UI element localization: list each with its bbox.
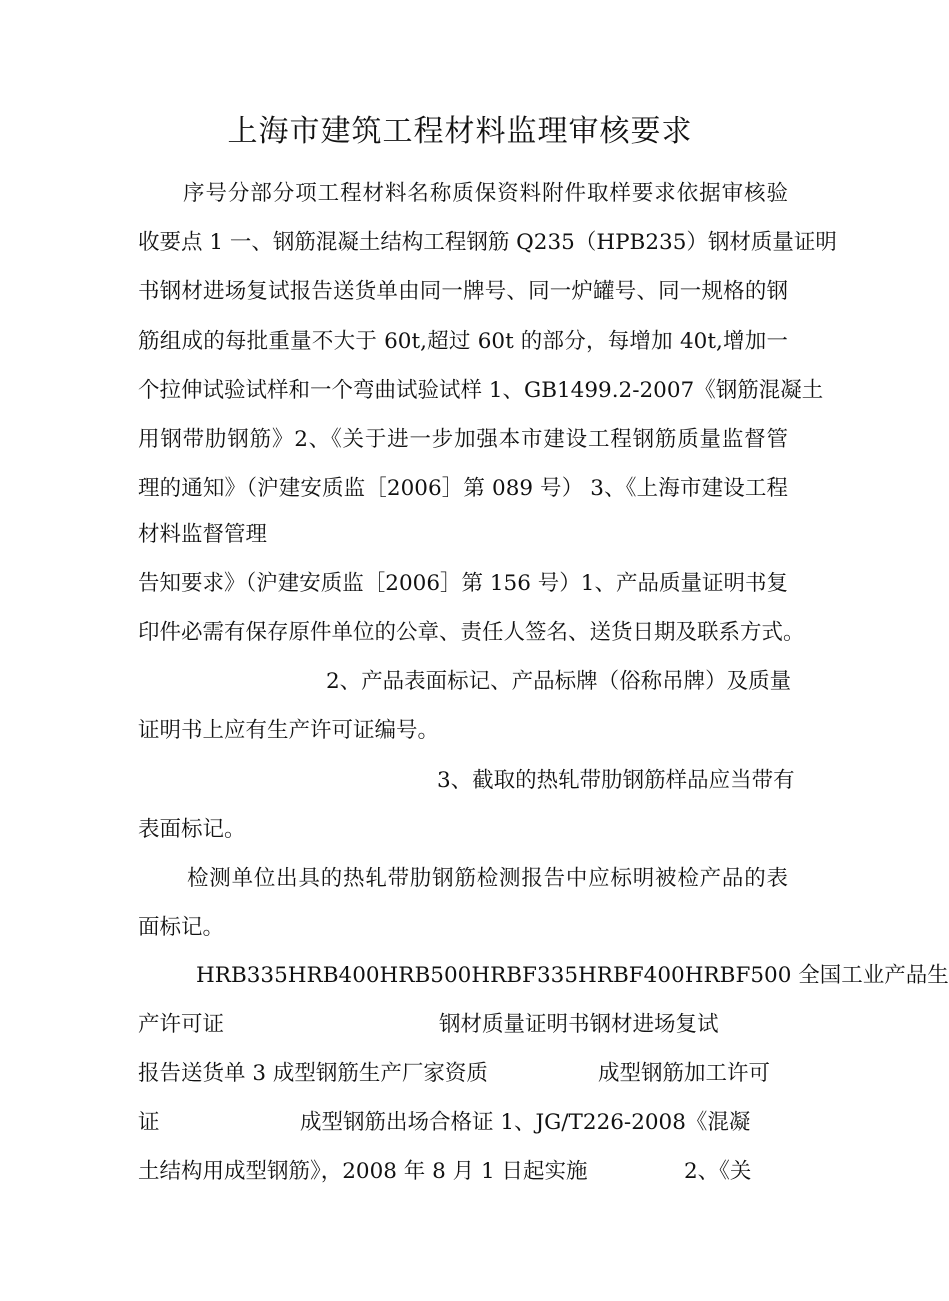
text-line: 表面标记。	[138, 817, 246, 842]
text-line: 面标记。	[138, 915, 225, 940]
text-segment: 钢材质量证明书钢材进场复试	[439, 1012, 719, 1037]
text-segment: 产许可证	[138, 1012, 225, 1037]
document-title: 上海市建筑工程材料监理审核要求	[227, 114, 693, 149]
text-line: 证明书上应有生产许可证编号。	[138, 718, 440, 743]
text-line: 2、产品表面标记、产品标牌（俗称吊牌）及质量	[326, 669, 792, 694]
text-segment: 报告送货单 3 成型钢筋生产厂家资质	[138, 1061, 488, 1086]
text-segment: 证	[138, 1110, 160, 1135]
text-line: 3、截取的热轧带肋钢筋样品应当带有	[437, 768, 795, 793]
text-segment: 2、《关	[684, 1159, 752, 1184]
text-segment: 成型钢筋出场合格证 1、JG/T226-2008《混凝	[300, 1110, 751, 1135]
text-line: 序号分部分项工程材料名称质保资料附件取样要求依据审核验	[183, 181, 788, 206]
text-line: HRB335HRB400HRB500HRBF335HRBF400HRBF500 全国工业产品生	[196, 963, 949, 988]
text-line: 告知要求》（沪建安质监［2006］第 156 号）1、产品质量证明书复	[138, 571, 788, 596]
text-line: 个拉伸试验试样和一个弯曲试验试样 1、GB1499.2-2007《钢筋混凝土	[138, 378, 824, 403]
text-line: 材料监督管理	[138, 522, 268, 547]
text-line: 筋组成的每批重量不大于 60t,超过 60t 的部分，每增加 40t,增加一	[138, 329, 788, 354]
text-line: 书钢材进场复试报告送货单由同一牌号、同一炉罐号、同一规格的钢	[138, 279, 788, 304]
text-segment: 成型钢筋加工许可	[598, 1061, 771, 1086]
text-line: 印件必需有保存原件单位的公章、责任人签名、送货日期及联系方式。	[138, 620, 805, 645]
text-segment: 土结构用成型钢筋》，2008 年 8 月 1 日起实施	[138, 1159, 588, 1184]
text-line: 理的通知》（沪建安质监［2006］第 089 号） 3、《上海市建设工程	[138, 476, 788, 501]
text-line: 用钢带肋钢筋》2、《关于进一步加强本市建设工程钢筋质量监督管	[138, 427, 788, 452]
text-line: 检测单位出具的热轧带肋钢筋检测报告中应标明被检产品的表	[187, 866, 788, 891]
text-line: 收要点 1 一、钢筋混凝土结构工程钢筋 Q235（HPB235）钢材质量证明	[138, 230, 837, 255]
